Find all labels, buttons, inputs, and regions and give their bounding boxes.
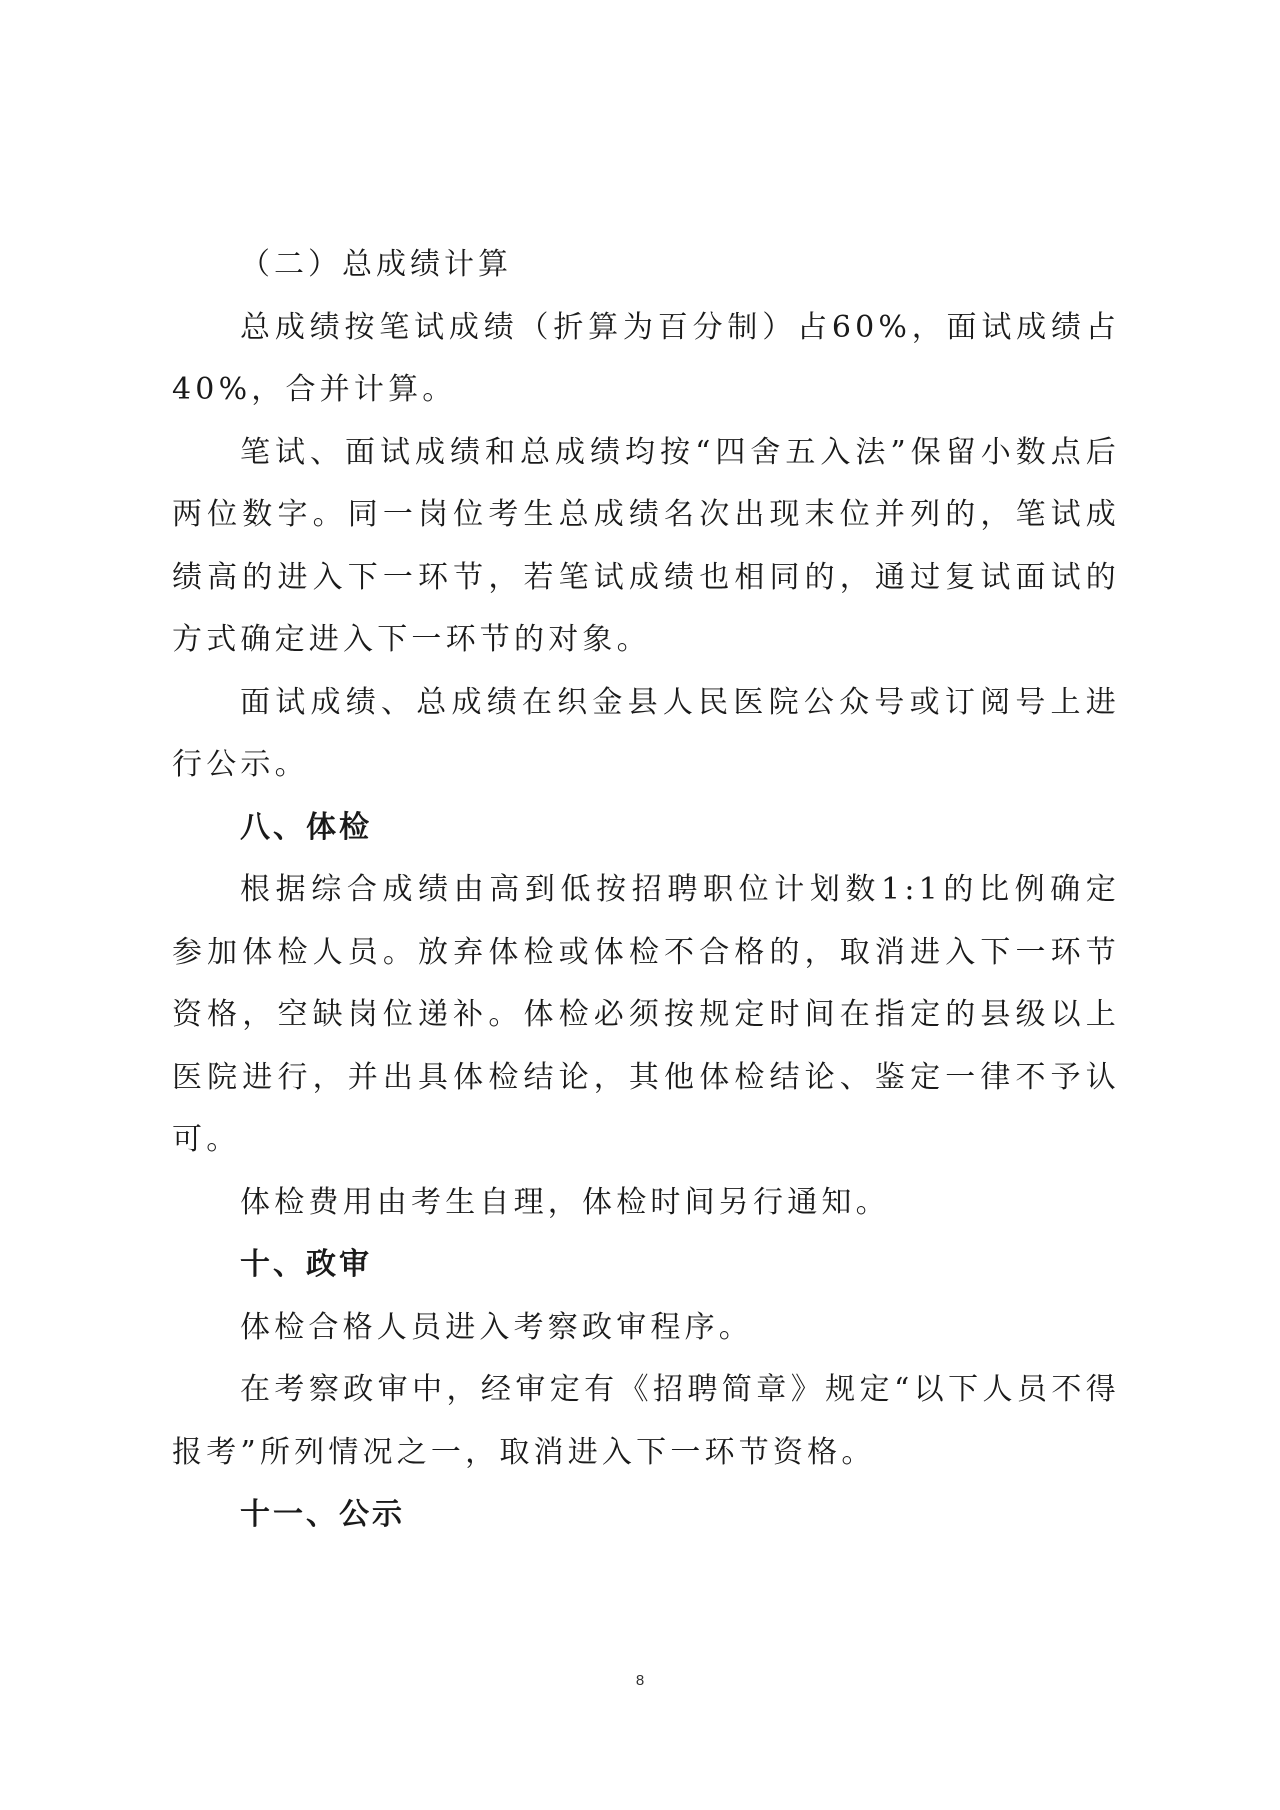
section-heading-physical-exam: 八、体检	[240, 809, 372, 845]
paragraph-score-publicity: 面试成绩、总成绩在织金县人民医院公众号或订阅号上进行公示。	[172, 684, 1120, 782]
paragraph-rounding-rule: 笔试、面试成绩和总成绩均按“四舍五入法”保留小数点后两位数字。同一岗位考生总成绩名次出现末位并列的，笔试成绩高的进入下一环节，若笔试成绩也相同的，通过复试面试的方式确定进入下一环节的对象。	[172, 434, 1120, 657]
section-heading-publicity: 十一、公示	[240, 1497, 405, 1532]
paragraph-physical-exam-rules: 根据综合成绩由高到低按招聘职位计划数1:1的比例确定参加体检人员。放弃体检或体检不合格的，取消进入下一环节资格，空缺岗位递补。体检必须按规定时间在指定的县级以上医院进行，并出具体检结论，其他体检结论、鉴定一律不予认可。	[172, 872, 1120, 1157]
paragraph-physical-exam-fee: 体检费用由考生自理，体检时间另行通知。	[240, 1184, 890, 1220]
paragraph-political-review-entry: 体检合格人员进入考察政审程序。	[240, 1309, 753, 1345]
section-heading-political-review: 十、政审	[240, 1247, 372, 1282]
document-body	[172, 234, 1120, 1547]
page-number: 8	[635, 1672, 645, 1689]
paragraph-political-review-rule: 在考察政审中，经审定有《招聘简章》规定“以下人员不得报考”所列情况之一，取消进入下一环节资格。	[172, 1372, 1120, 1470]
section-subheading-total-score: （二）总成绩计算	[240, 247, 512, 282]
paragraph-score-weighting: 总成绩按笔试成绩（折算为百分制）占60%，面试成绩占40%，合并计算。	[172, 309, 1120, 407]
